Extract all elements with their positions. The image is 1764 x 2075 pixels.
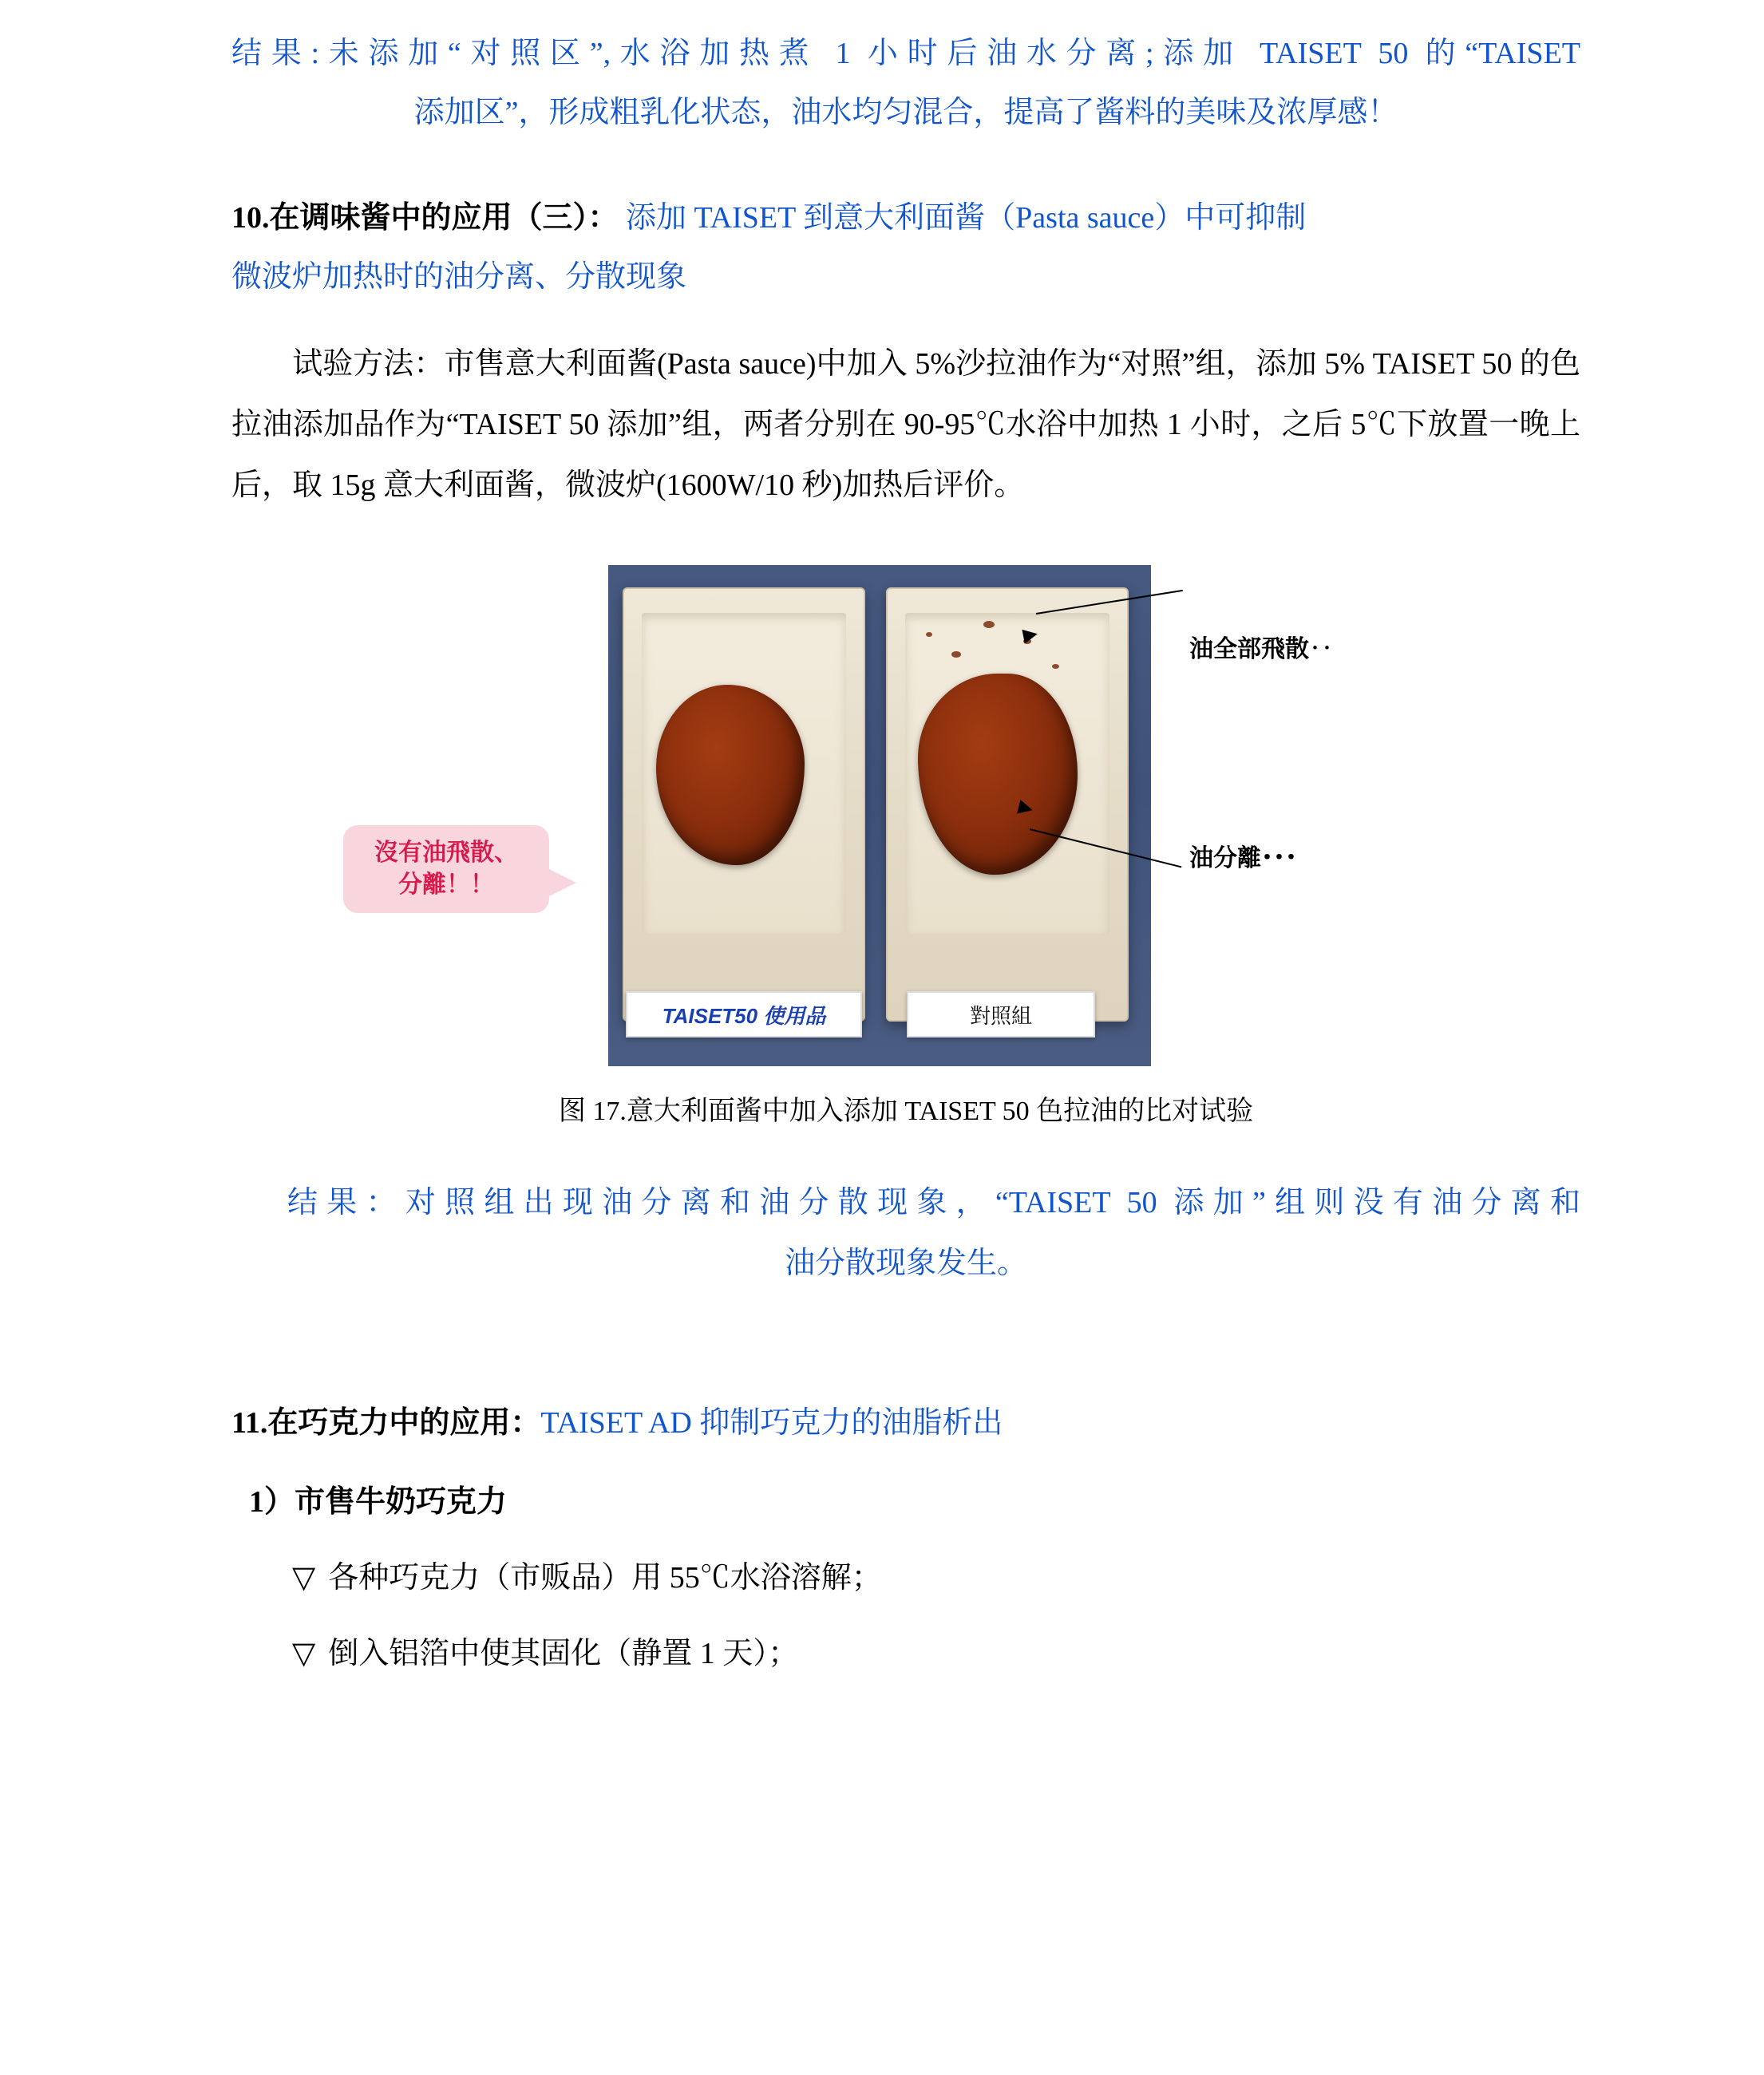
section-11-title: TAISET AD 抑制巧克力的油脂析出 (540, 1406, 1003, 1441)
photo-comparison (608, 565, 1151, 1066)
bullet-item-2-text: 倒入铝箔中使其固化（静置 1 天）； (328, 1637, 799, 1671)
section-11-heading (231, 1397, 1580, 1441)
section-10-number: 10.在调味酱中的应用（三）： (231, 201, 619, 235)
triangle-down-icon: ▽ (292, 1637, 316, 1671)
result-top-block (231, 24, 1580, 142)
figure-17 (231, 565, 1580, 1076)
annotation-oil-splatter: 油全部飛散‥ (1189, 636, 1333, 663)
document-content (231, 0, 1580, 1672)
result-bottom-line-2: 油分散现象发生。 (784, 1247, 1027, 1281)
callout-no-oil-splatter (343, 825, 549, 913)
callout-line-2: 分離！！ (398, 872, 494, 899)
bullet-item-2 (231, 1628, 1580, 1672)
label-taiset50: TAISET50 使用品 (626, 991, 862, 1038)
figure-caption: 图 17.意大利面酱中加入添加 TAISET 50 色拉油的比对试验 (558, 1097, 1254, 1127)
method-paragraph (231, 334, 1580, 516)
result-bottom-line-1: 结果：对照组出现油分离和油分散现象，“TAISET 50 添加”组则没有油分离和 (287, 1186, 1580, 1220)
result-bottom-block (231, 1172, 1580, 1294)
section-10-title: 添加 TAISET 到意大利面酱（Pasta sauce）中可抑制 (626, 201, 1307, 235)
callout-line-1: 沒有油飛散、 (374, 839, 518, 866)
bullet-item-1-text: 各种巧克力（市贩品）用 55℃水浴溶解； (328, 1561, 882, 1595)
section-11-number: 11.在巧克力中的应用： (231, 1406, 541, 1441)
triangle-down-icon: ▽ (292, 1561, 316, 1595)
bullet-item-1 (231, 1552, 1580, 1596)
result-top-line-2: 添加区”，形成粗乳化状态，油水均匀混合，提高了酱料的美味及浓厚感！ (413, 96, 1398, 130)
section-11-sub-1: 1）市售牛奶巧克力 (249, 1485, 508, 1520)
method-text: 试验方法：市售意大利面酱(Pasta sauce)中加入 5%沙拉油作为“对照”组，添加 5% TAISET 50 的色拉油添加品作为“TAISET 50 添加”组，两者分别在 90-95℃水浴中加热 1 小时，之后 5℃下放置一晚上后，取 15g 意大利面酱，微波炉(1600W/10 秒)加热后评价。 (231, 347, 1580, 503)
result-top-line-1: 结果:未添加“对照区”,水浴加热煮 1 小时后油水分离;添加 TAISET 50 的“TAISET (231, 37, 1580, 70)
section-10-title-cont: 微波炉加热时的油分离、分散现象 (231, 260, 687, 294)
annotation-oil-separation: 油分離･･･ (1189, 845, 1297, 872)
label-control: 對照組 (907, 991, 1095, 1038)
section-10-heading (231, 188, 1580, 247)
